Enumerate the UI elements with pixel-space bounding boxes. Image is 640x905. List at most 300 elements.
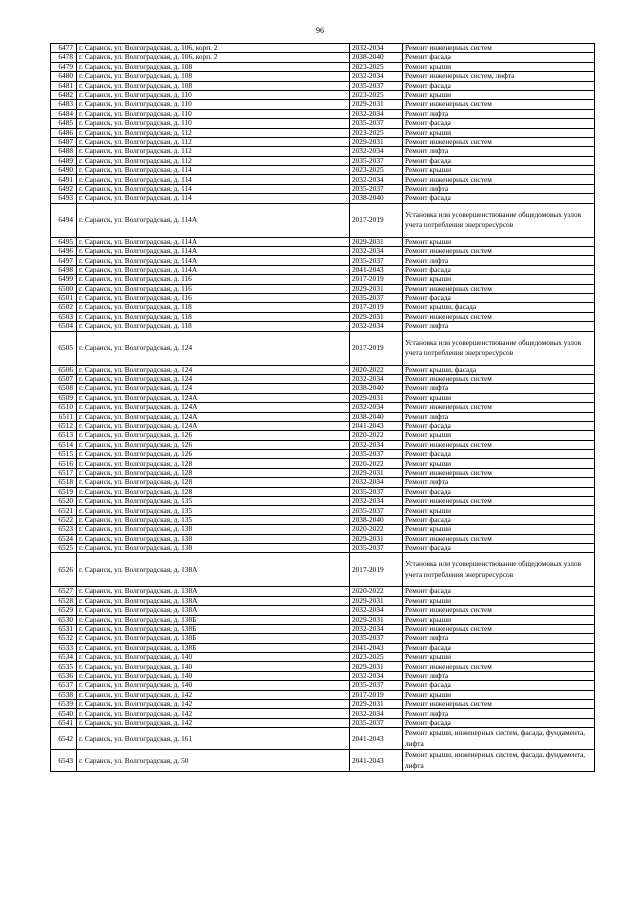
row-number-cell: 6495 bbox=[51, 237, 77, 246]
work-type-cell: Ремонт фасада bbox=[403, 543, 595, 552]
period-cell: 2035-2037 bbox=[350, 450, 403, 459]
table-row bbox=[51, 596, 595, 605]
address-cell: г. Саранск, ул. Волгоградская, д. 138А bbox=[77, 553, 350, 587]
table-row bbox=[51, 750, 595, 772]
work-type-cell: Ремонт лифта bbox=[403, 147, 595, 156]
address-cell: г. Саранск, ул. Волгоградская, д. 140 bbox=[77, 662, 350, 671]
period-cell: 2038-2040 bbox=[350, 53, 403, 62]
table-row bbox=[51, 194, 595, 203]
table-row bbox=[51, 497, 595, 506]
row-number-cell: 6519 bbox=[51, 487, 77, 496]
address-cell: г. Саранск, ул. Волгоградская, д. 114 bbox=[77, 194, 350, 203]
table-row bbox=[51, 690, 595, 699]
work-type-cell: Ремонт фасада bbox=[403, 718, 595, 727]
row-number-cell: 6516 bbox=[51, 459, 77, 468]
period-cell: 2029-2031 bbox=[350, 393, 403, 402]
row-number-cell: 6511 bbox=[51, 412, 77, 421]
table-row bbox=[51, 681, 595, 690]
address-cell: г. Саранск, ул. Волгоградская, д. 116 bbox=[77, 275, 350, 284]
address-cell: г. Саранск, ул. Волгоградская, д. 126 bbox=[77, 440, 350, 449]
period-cell: 2029-2031 bbox=[350, 662, 403, 671]
period-cell: 2023-2025 bbox=[350, 166, 403, 175]
period-cell: 2017-2019 bbox=[350, 553, 403, 587]
table-row bbox=[51, 237, 595, 246]
work-type-cell: Ремонт лифта bbox=[403, 709, 595, 718]
table-row bbox=[51, 256, 595, 265]
work-type-cell: Ремонт крыши, инженерных систем, фасада, фундамента, лифта bbox=[403, 728, 595, 750]
address-cell: г. Саранск, ул. Волгоградская, д. 140 bbox=[77, 681, 350, 690]
page-number: 96 bbox=[316, 26, 324, 35]
table-row bbox=[51, 303, 595, 312]
address-cell: г. Саранск, ул. Волгоградская, д. 126 bbox=[77, 450, 350, 459]
row-number-cell: 6491 bbox=[51, 175, 77, 184]
row-number-cell: 6490 bbox=[51, 166, 77, 175]
period-cell: 2035-2037 bbox=[350, 718, 403, 727]
period-cell: 2029-2031 bbox=[350, 237, 403, 246]
work-type-cell: Ремонт инженерных систем bbox=[403, 624, 595, 633]
row-number-cell: 6499 bbox=[51, 275, 77, 284]
row-number-cell: 6509 bbox=[51, 393, 77, 402]
row-number-cell: 6496 bbox=[51, 247, 77, 256]
period-cell: 2035-2037 bbox=[350, 487, 403, 496]
work-type-cell: Ремонт инженерных систем bbox=[403, 247, 595, 256]
work-type-cell: Ремонт крыши bbox=[403, 431, 595, 440]
row-number-cell: 6532 bbox=[51, 634, 77, 643]
table-row bbox=[51, 421, 595, 430]
table-row bbox=[51, 506, 595, 515]
row-number-cell: 6514 bbox=[51, 440, 77, 449]
period-cell: 2017-2019 bbox=[350, 331, 403, 365]
table-row bbox=[51, 384, 595, 393]
table-row bbox=[51, 109, 595, 118]
row-number-cell: 6528 bbox=[51, 596, 77, 605]
work-type-cell: Ремонт лифта bbox=[403, 322, 595, 331]
period-cell: 2023-2025 bbox=[350, 128, 403, 137]
row-number-cell: 6486 bbox=[51, 128, 77, 137]
period-cell: 2041-2043 bbox=[350, 643, 403, 652]
row-number-cell: 6527 bbox=[51, 587, 77, 596]
row-number-cell: 6507 bbox=[51, 374, 77, 383]
work-type-cell: Ремонт инженерных систем bbox=[403, 100, 595, 109]
address-cell: г. Саранск, ул. Волгоградская, д. 124А bbox=[77, 421, 350, 430]
row-number-cell: 6518 bbox=[51, 478, 77, 487]
period-cell: 2029-2031 bbox=[350, 596, 403, 605]
table-row bbox=[51, 728, 595, 750]
work-type-cell: Ремонт фасада bbox=[403, 450, 595, 459]
period-cell: 2029-2031 bbox=[350, 615, 403, 624]
row-number-cell: 6510 bbox=[51, 403, 77, 412]
row-number-cell: 6537 bbox=[51, 681, 77, 690]
address-cell: г. Саранск, ул. Волгоградская, д. 124 bbox=[77, 331, 350, 365]
work-type-cell: Ремонт инженерных систем bbox=[403, 137, 595, 146]
table-row bbox=[51, 440, 595, 449]
work-type-cell: Ремонт фасада bbox=[403, 681, 595, 690]
repair-schedule-table bbox=[50, 43, 595, 772]
address-cell: г. Саранск, ул. Волгоградская, д. 128 bbox=[77, 468, 350, 477]
row-number-cell: 6521 bbox=[51, 506, 77, 515]
period-cell: 2032-2034 bbox=[350, 109, 403, 118]
row-number-cell: 6526 bbox=[51, 553, 77, 587]
work-type-cell: Ремонт крыши bbox=[403, 275, 595, 284]
work-type-cell: Ремонт инженерных систем bbox=[403, 534, 595, 543]
period-cell: 2020-2022 bbox=[350, 365, 403, 374]
row-number-cell: 6501 bbox=[51, 293, 77, 302]
address-cell: г. Саранск, ул. Волгоградская, д. 124 bbox=[77, 384, 350, 393]
table-row bbox=[51, 671, 595, 680]
address-cell: г. Саранск, ул. Волгоградская, д. 118 bbox=[77, 312, 350, 321]
period-cell: 2020-2022 bbox=[350, 525, 403, 534]
work-type-cell: Установка или усовершенствование общедомовых узлов учета потребления энергоресурсов bbox=[403, 203, 595, 237]
work-type-cell: Ремонт инженерных систем, лифта bbox=[403, 72, 595, 81]
work-type-cell: Ремонт крыши, фасада bbox=[403, 303, 595, 312]
work-type-cell: Ремонт крыши bbox=[403, 690, 595, 699]
period-cell: 2032-2034 bbox=[350, 147, 403, 156]
period-cell: 2023-2025 bbox=[350, 90, 403, 99]
work-type-cell: Ремонт инженерных систем bbox=[403, 284, 595, 293]
table-row bbox=[51, 275, 595, 284]
table-row bbox=[51, 709, 595, 718]
table-row bbox=[51, 175, 595, 184]
address-cell: г. Саранск, ул. Волгоградская, д. 135 bbox=[77, 497, 350, 506]
work-type-cell: Ремонт инженерных систем bbox=[403, 175, 595, 184]
work-type-cell: Ремонт инженерных систем bbox=[403, 606, 595, 615]
table-row bbox=[51, 90, 595, 99]
table-row bbox=[51, 100, 595, 109]
work-type-cell: Ремонт крыши bbox=[403, 166, 595, 175]
address-cell: г. Саранск, ул. Волгоградская, д. 138 bbox=[77, 525, 350, 534]
address-cell: г. Саранск, ул. Волгоградская, д. 114А bbox=[77, 203, 350, 237]
work-type-cell: Ремонт инженерных систем bbox=[403, 312, 595, 321]
row-number-cell: 6502 bbox=[51, 303, 77, 312]
address-cell: г. Саранск, ул. Волгоградская, д. 124А bbox=[77, 393, 350, 402]
work-type-cell: Ремонт фасада bbox=[403, 587, 595, 596]
address-cell: г. Саранск, ул. Волгоградская, д. 116 bbox=[77, 284, 350, 293]
row-number-cell: 6531 bbox=[51, 624, 77, 633]
work-type-cell: Ремонт крыши bbox=[403, 615, 595, 624]
work-type-cell: Установка или усовершенствование общедомовых узлов учета потребления энергоресурсов bbox=[403, 331, 595, 365]
address-cell: г. Саранск, ул. Волгоградская, д. 110 bbox=[77, 119, 350, 128]
period-cell: 2035-2037 bbox=[350, 634, 403, 643]
table-row bbox=[51, 53, 595, 62]
row-number-cell: 6484 bbox=[51, 109, 77, 118]
address-cell: г. Саранск, ул. Волгоградская, д. 138Б bbox=[77, 624, 350, 633]
work-type-cell: Ремонт крыши, инженерных систем, фасада, фундамента, лифта bbox=[403, 750, 595, 772]
address-cell: г. Саранск, ул. Волгоградская, д. 116 bbox=[77, 293, 350, 302]
table-row bbox=[51, 72, 595, 81]
work-type-cell: Ремонт фасада bbox=[403, 515, 595, 524]
address-cell: г. Саранск, ул. Волгоградская, д. 142 bbox=[77, 690, 350, 699]
row-number-cell: 6522 bbox=[51, 515, 77, 524]
table-row bbox=[51, 643, 595, 652]
row-number-cell: 6534 bbox=[51, 653, 77, 662]
work-type-cell: Ремонт крыши bbox=[403, 62, 595, 71]
address-cell: г. Саранск, ул. Волгоградская, д. 135 bbox=[77, 506, 350, 515]
work-type-cell: Ремонт крыши bbox=[403, 596, 595, 605]
address-cell: г. Саранск, ул. Волгоградская, д. 110 bbox=[77, 90, 350, 99]
period-cell: 2032-2034 bbox=[350, 374, 403, 383]
period-cell: 2035-2037 bbox=[350, 156, 403, 165]
row-number-cell: 6482 bbox=[51, 90, 77, 99]
period-cell: 2017-2019 bbox=[350, 203, 403, 237]
period-cell: 2032-2034 bbox=[350, 322, 403, 331]
row-number-cell: 6541 bbox=[51, 718, 77, 727]
work-type-cell: Ремонт фасада bbox=[403, 293, 595, 302]
row-number-cell: 6530 bbox=[51, 615, 77, 624]
address-cell: г. Саранск, ул. Волгоградская, д. 106, корп. 2 bbox=[77, 44, 350, 53]
period-cell: 2035-2037 bbox=[350, 256, 403, 265]
work-type-cell: Ремонт лифта bbox=[403, 412, 595, 421]
row-number-cell: 6498 bbox=[51, 265, 77, 274]
work-type-cell: Ремонт лифта bbox=[403, 478, 595, 487]
table-row bbox=[51, 515, 595, 524]
row-number-cell: 6483 bbox=[51, 100, 77, 109]
address-cell: г. Саранск, ул. Волгоградская, д. 142 bbox=[77, 718, 350, 727]
table-row bbox=[51, 487, 595, 496]
table-row bbox=[51, 156, 595, 165]
address-cell: г. Саранск, ул. Волгоградская, д. 128 bbox=[77, 478, 350, 487]
row-number-cell: 6477 bbox=[51, 44, 77, 53]
work-type-cell: Ремонт фасада bbox=[403, 81, 595, 90]
row-number-cell: 6513 bbox=[51, 431, 77, 440]
period-cell: 2023-2025 bbox=[350, 62, 403, 71]
row-number-cell: 6520 bbox=[51, 497, 77, 506]
row-number-cell: 6488 bbox=[51, 147, 77, 156]
table-row bbox=[51, 44, 595, 53]
period-cell: 2032-2034 bbox=[350, 72, 403, 81]
table-row bbox=[51, 653, 595, 662]
table-row bbox=[51, 203, 595, 237]
table-row bbox=[51, 119, 595, 128]
row-number-cell: 6539 bbox=[51, 700, 77, 709]
table-row bbox=[51, 322, 595, 331]
address-cell: г. Саранск, ул. Волгоградская, д. 110 bbox=[77, 100, 350, 109]
table-row bbox=[51, 606, 595, 615]
row-number-cell: 6503 bbox=[51, 312, 77, 321]
table-row bbox=[51, 312, 595, 321]
period-cell: 2017-2019 bbox=[350, 303, 403, 312]
table-row bbox=[51, 450, 595, 459]
period-cell: 2032-2034 bbox=[350, 671, 403, 680]
period-cell: 2032-2034 bbox=[350, 624, 403, 633]
address-cell: г. Саранск, ул. Волгоградская, д. 108 bbox=[77, 72, 350, 81]
address-cell: г. Саранск, ул. Волгоградская, д. 114 bbox=[77, 184, 350, 193]
period-cell: 2035-2037 bbox=[350, 119, 403, 128]
table-row bbox=[51, 403, 595, 412]
address-cell: г. Саранск, ул. Волгоградская, д. 138 bbox=[77, 534, 350, 543]
table-row bbox=[51, 166, 595, 175]
address-cell: г. Саранск, ул. Волгоградская, д. 135 bbox=[77, 515, 350, 524]
row-number-cell: 6479 bbox=[51, 62, 77, 71]
row-number-cell: 6524 bbox=[51, 534, 77, 543]
period-cell: 2041-2043 bbox=[350, 750, 403, 772]
period-cell: 2041-2043 bbox=[350, 728, 403, 750]
row-number-cell: 6506 bbox=[51, 365, 77, 374]
row-number-cell: 6481 bbox=[51, 81, 77, 90]
address-cell: г. Саранск, ул. Волгоградская, д. 110 bbox=[77, 109, 350, 118]
period-cell: 2020-2022 bbox=[350, 587, 403, 596]
address-cell: г. Саранск, ул. Волгоградская, д. 138Б bbox=[77, 643, 350, 652]
row-number-cell: 6497 bbox=[51, 256, 77, 265]
period-cell: 2032-2034 bbox=[350, 709, 403, 718]
row-number-cell: 6523 bbox=[51, 525, 77, 534]
period-cell: 2041-2043 bbox=[350, 265, 403, 274]
work-type-cell: Ремонт лифта bbox=[403, 634, 595, 643]
row-number-cell: 6504 bbox=[51, 322, 77, 331]
period-cell: 2032-2034 bbox=[350, 606, 403, 615]
address-cell: г. Саранск, ул. Волгоградская, д. 138А bbox=[77, 587, 350, 596]
period-cell: 2029-2031 bbox=[350, 312, 403, 321]
address-cell: г. Саранск, ул. Волгоградская, д. 108 bbox=[77, 81, 350, 90]
period-cell: 2032-2034 bbox=[350, 497, 403, 506]
work-type-cell: Ремонт фасада bbox=[403, 421, 595, 430]
row-number-cell: 6500 bbox=[51, 284, 77, 293]
table-row bbox=[51, 184, 595, 193]
address-cell: г. Саранск, ул. Волгоградская, д. 138 bbox=[77, 543, 350, 552]
row-number-cell: 6543 bbox=[51, 750, 77, 772]
address-cell: г. Саранск, ул. Волгоградская, д. 118 bbox=[77, 303, 350, 312]
row-number-cell: 6536 bbox=[51, 671, 77, 680]
work-type-cell: Ремонт лифта bbox=[403, 184, 595, 193]
period-cell: 2023-2025 bbox=[350, 653, 403, 662]
table-row bbox=[51, 700, 595, 709]
address-cell: г. Саранск, ул. Волгоградская, д. 112 bbox=[77, 147, 350, 156]
address-cell: г. Саранск, ул. Волгоградская, д. 106, корп. 2 bbox=[77, 53, 350, 62]
period-cell: 2029-2031 bbox=[350, 137, 403, 146]
address-cell: г. Саранск, ул. Волгоградская, д. 50 bbox=[77, 750, 350, 772]
address-cell: г. Саранск, ул. Волгоградская, д. 114 bbox=[77, 175, 350, 184]
address-cell: г. Саранск, ул. Волгоградская, д. 114 bbox=[77, 166, 350, 175]
table-row bbox=[51, 365, 595, 374]
period-cell: 2035-2037 bbox=[350, 681, 403, 690]
row-number-cell: 6492 bbox=[51, 184, 77, 193]
work-type-cell: Ремонт фасада bbox=[403, 643, 595, 652]
address-cell: г. Саранск, ул. Волгоградская, д. 124 bbox=[77, 365, 350, 374]
period-cell: 2017-2019 bbox=[350, 690, 403, 699]
period-cell: 2035-2037 bbox=[350, 81, 403, 90]
period-cell: 2020-2022 bbox=[350, 431, 403, 440]
table-row bbox=[51, 478, 595, 487]
address-cell: г. Саранск, ул. Волгоградская, д. 140 bbox=[77, 671, 350, 680]
table-row bbox=[51, 553, 595, 587]
work-type-cell: Ремонт инженерных систем bbox=[403, 468, 595, 477]
address-cell: г. Саранск, ул. Волгоградская, д. 124 bbox=[77, 374, 350, 383]
work-type-cell: Ремонт инженерных систем bbox=[403, 497, 595, 506]
period-cell: 2029-2031 bbox=[350, 284, 403, 293]
address-cell: г. Саранск, ул. Волгоградская, д. 112 bbox=[77, 128, 350, 137]
address-cell: г. Саранск, ул. Волгоградская, д. 108 bbox=[77, 62, 350, 71]
row-number-cell: 6512 bbox=[51, 421, 77, 430]
row-number-cell: 6535 bbox=[51, 662, 77, 671]
work-type-cell: Ремонт лифта bbox=[403, 109, 595, 118]
work-type-cell: Ремонт инженерных систем bbox=[403, 374, 595, 383]
address-cell: г. Саранск, ул. Волгоградская, д. 124А bbox=[77, 412, 350, 421]
period-cell: 2038-2040 bbox=[350, 412, 403, 421]
table-row bbox=[51, 284, 595, 293]
period-cell: 2029-2031 bbox=[350, 700, 403, 709]
address-cell: г. Саранск, ул. Волгоградская, д. 112 bbox=[77, 156, 350, 165]
address-cell: г. Саранск, ул. Волгоградская, д. 128 bbox=[77, 487, 350, 496]
address-cell: г. Саранск, ул. Волгоградская, д. 126 bbox=[77, 431, 350, 440]
address-cell: г. Саранск, ул. Волгоградская, д. 140 bbox=[77, 653, 350, 662]
row-number-cell: 6485 bbox=[51, 119, 77, 128]
table-row bbox=[51, 615, 595, 624]
table-row bbox=[51, 331, 595, 365]
address-cell: г. Саранск, ул. Волгоградская, д. 138А bbox=[77, 596, 350, 605]
period-cell: 2035-2037 bbox=[350, 184, 403, 193]
work-type-cell: Ремонт лифта bbox=[403, 384, 595, 393]
address-cell: г. Саранск, ул. Волгоградская, д. 114А bbox=[77, 256, 350, 265]
table-body bbox=[51, 44, 595, 772]
work-type-cell: Ремонт фасада bbox=[403, 487, 595, 496]
work-type-cell: Ремонт крыши bbox=[403, 90, 595, 99]
table-row bbox=[51, 412, 595, 421]
table-row bbox=[51, 137, 595, 146]
work-type-cell: Ремонт фасада bbox=[403, 156, 595, 165]
period-cell: 2041-2043 bbox=[350, 421, 403, 430]
table-row bbox=[51, 128, 595, 137]
work-type-cell: Ремонт инженерных систем bbox=[403, 440, 595, 449]
row-number-cell: 6517 bbox=[51, 468, 77, 477]
period-cell: 2032-2034 bbox=[350, 403, 403, 412]
work-type-cell: Ремонт крыши bbox=[403, 237, 595, 246]
period-cell: 2029-2031 bbox=[350, 468, 403, 477]
period-cell: 2038-2040 bbox=[350, 515, 403, 524]
work-type-cell: Ремонт крыши bbox=[403, 653, 595, 662]
work-type-cell: Ремонт крыши bbox=[403, 506, 595, 515]
period-cell: 2038-2040 bbox=[350, 194, 403, 203]
work-type-cell: Установка или усовершенствование общедомовых узлов учета потребления энергоресурсов bbox=[403, 553, 595, 587]
work-type-cell: Ремонт крыши bbox=[403, 459, 595, 468]
table-row bbox=[51, 534, 595, 543]
table-row bbox=[51, 468, 595, 477]
table-row bbox=[51, 62, 595, 71]
row-number-cell: 6480 bbox=[51, 72, 77, 81]
row-number-cell: 6505 bbox=[51, 331, 77, 365]
address-cell: г. Саранск, ул. Волгоградская, д. 142 bbox=[77, 700, 350, 709]
table-row bbox=[51, 543, 595, 552]
address-cell: г. Саранск, ул. Волгоградская, д. 112 bbox=[77, 137, 350, 146]
row-number-cell: 6487 bbox=[51, 137, 77, 146]
table-row bbox=[51, 247, 595, 256]
period-cell: 2029-2031 bbox=[350, 534, 403, 543]
address-cell: г. Саранск, ул. Волгоградская, д. 114А bbox=[77, 265, 350, 274]
work-type-cell: Ремонт фасада bbox=[403, 194, 595, 203]
row-number-cell: 6525 bbox=[51, 543, 77, 552]
work-type-cell: Ремонт крыши bbox=[403, 525, 595, 534]
table-row bbox=[51, 662, 595, 671]
address-cell: г. Саранск, ул. Волгоградская, д. 142 bbox=[77, 709, 350, 718]
period-cell: 2035-2037 bbox=[350, 293, 403, 302]
row-number-cell: 6508 bbox=[51, 384, 77, 393]
address-cell: г. Саранск, ул. Волгоградская, д. 114А bbox=[77, 247, 350, 256]
table-row bbox=[51, 293, 595, 302]
row-number-cell: 6478 bbox=[51, 53, 77, 62]
address-cell: г. Саранск, ул. Волгоградская, д. 138Б bbox=[77, 634, 350, 643]
period-cell: 2032-2034 bbox=[350, 175, 403, 184]
period-cell: 2038-2040 bbox=[350, 384, 403, 393]
table-row bbox=[51, 587, 595, 596]
table-row bbox=[51, 624, 595, 633]
address-cell: г. Саранск, ул. Волгоградская, д. 138А bbox=[77, 606, 350, 615]
work-type-cell: Ремонт лифта bbox=[403, 671, 595, 680]
row-number-cell: 6540 bbox=[51, 709, 77, 718]
table-row bbox=[51, 459, 595, 468]
address-cell: г. Саранск, ул. Волгоградская, д. 124А bbox=[77, 403, 350, 412]
address-cell: г. Саранск, ул. Волгоградская, д. 114А bbox=[77, 237, 350, 246]
address-cell: г. Саранск, ул. Волгоградская, д. 138Б bbox=[77, 615, 350, 624]
work-type-cell: Ремонт крыши, фасада bbox=[403, 365, 595, 374]
row-number-cell: 6538 bbox=[51, 690, 77, 699]
